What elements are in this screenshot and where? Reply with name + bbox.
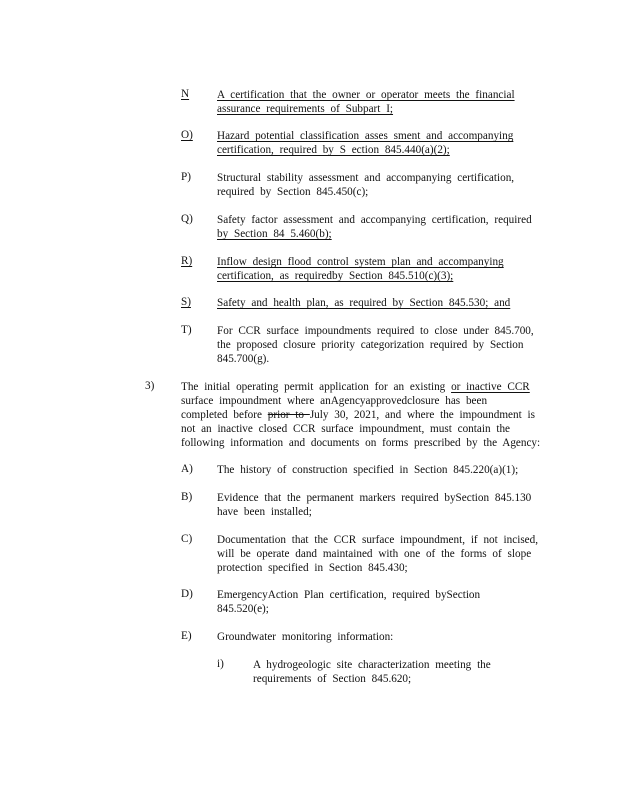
section-3-deleted-prior-to: prior to	[267, 409, 310, 421]
item-q-line-1: Safety factor assessment and accompanying certification, required	[217, 214, 532, 226]
item-n-line-2: assurance requirements of Subpart I;	[217, 103, 394, 115]
section-3-text	[181, 380, 541, 450]
item-p-line-2: required by Section 845.450(c);	[217, 186, 369, 198]
sub-c-text	[217, 533, 547, 575]
item-t-text	[217, 324, 547, 366]
item-o-line-1: Hazard potential classification asses sment and accompanying	[217, 130, 514, 142]
item-n-line-1: A certification that the owner or operator meets the financial	[217, 89, 515, 101]
item-p-label: P)	[181, 171, 191, 183]
section-3-label: 3)	[145, 380, 155, 392]
sub-d-line-1: EmergencyAction Plan certification, required bySection	[217, 589, 481, 601]
sub-b-label: B)	[181, 491, 193, 503]
item-t-label: T)	[181, 324, 192, 336]
item-p-text	[217, 171, 537, 199]
item-r-line-2: certification, as requiredby Section 845.510(c)(3);	[217, 270, 454, 282]
sub-c-line-1: Documentation that the CCR surface impoundment, if not incised,	[217, 534, 539, 546]
sub-e-i-line-1: A hydrogeologic site characterization meeting the	[253, 659, 491, 671]
section-3-line-2: surface impoundment where anAgencyapprovedclosure has been	[181, 395, 488, 407]
item-r-text	[217, 255, 517, 283]
item-s-text	[217, 296, 527, 310]
item-r-label: R)	[181, 255, 193, 267]
item-n-label: N	[181, 88, 190, 100]
item-q-line-2: by Section 84 5.460(b);	[217, 228, 332, 240]
item-r-line-1: Inflow design flood control system plan and accompanying	[217, 256, 504, 268]
item-t-line-1: For CCR surface impoundments required to close under 845.700,	[217, 325, 534, 337]
sub-e-i-text	[253, 658, 533, 686]
item-p-line-1: Structural stability assessment and accompanying certification,	[217, 172, 515, 184]
item-s-label: S)	[181, 296, 191, 308]
section-3-line-4: not an inactive closed CCR surface impoundment, must contain the	[181, 423, 510, 435]
sub-e-label: E)	[181, 630, 192, 642]
sub-a-label: A)	[181, 463, 193, 475]
sub-a-text	[217, 463, 537, 477]
sub-d-line-2: 845.520(e);	[217, 603, 269, 615]
section-3-line-3-a: completed before	[181, 409, 268, 421]
section-3-line-3	[181, 408, 541, 422]
sub-b-line-2: have been installed;	[217, 506, 312, 518]
sub-d-text	[217, 588, 537, 616]
sub-c-label: C)	[181, 533, 193, 545]
section-3-inserted-inactive: or inactive CCR	[451, 381, 530, 393]
sub-b-text	[217, 491, 537, 519]
sub-b-line-1: Evidence that the permanent markers required bySection 845.130	[217, 492, 532, 504]
item-s-line-1: Safety and health plan, as required by Section 845.530; and	[217, 297, 511, 309]
sub-d-label: D)	[181, 588, 193, 600]
section-3-line-1-a: The initial operating permit application for an existing	[181, 381, 452, 393]
item-q-label: Q)	[181, 213, 193, 225]
section-3-line-5: following information and documents on forms prescribed by the Agency:	[181, 437, 541, 449]
sub-e-text	[217, 630, 537, 644]
sub-a-line-1: The history of construction specified in Section 845.220(a)(1);	[217, 464, 519, 476]
section-3-line-3-c: July 30, 2021, and where the impoundment is	[309, 409, 535, 421]
sub-e-i-label: i)	[217, 658, 224, 670]
item-n-text	[217, 88, 517, 116]
item-q-text	[217, 213, 547, 241]
item-o-line-2: certification, required by S ection 845.440(a)(2);	[217, 144, 450, 156]
item-t-line-3: 845.700(g).	[217, 353, 270, 365]
item-t-line-2: the proposed closure priority categorization required by Section	[217, 339, 524, 351]
sub-e-i-line-2: requirements of Section 845.620;	[253, 673, 412, 685]
sub-c-line-2: will be operate dand maintained with one of the forms of slope	[217, 548, 532, 560]
section-3-line-1	[181, 380, 541, 394]
sub-c-line-3: protection specified in Section 845.430;	[217, 562, 408, 574]
sub-e-line-1: Groundwater monitoring information:	[217, 631, 394, 643]
item-o-label: O)	[181, 129, 193, 141]
item-o-text	[217, 129, 517, 157]
